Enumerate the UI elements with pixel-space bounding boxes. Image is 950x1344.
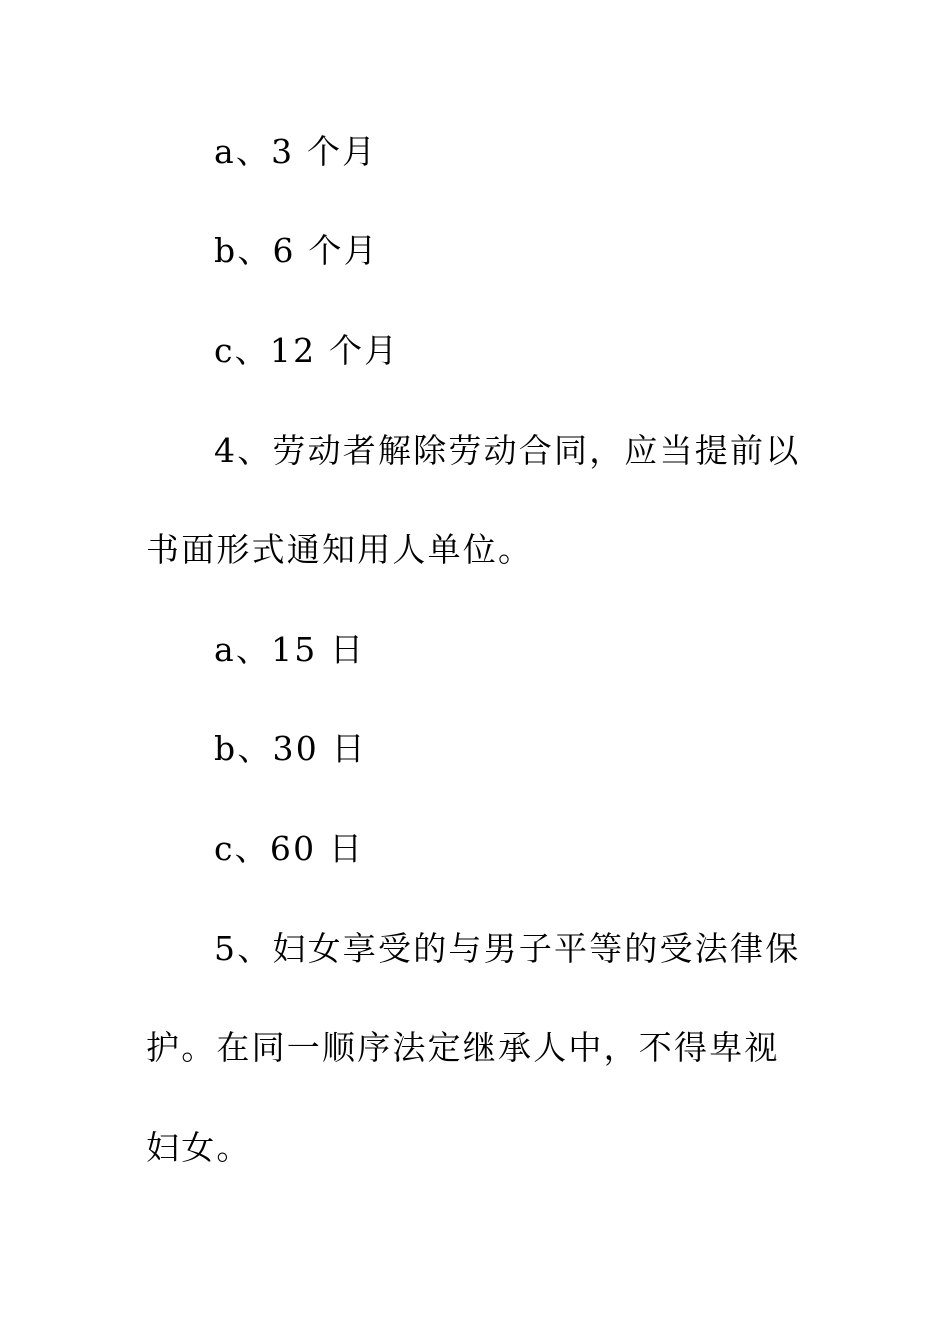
q3-option-b: b、6 个月 <box>214 231 379 270</box>
q4-question-line-2: 书面形式通知用人单位。 <box>146 530 534 569</box>
q5-question-line-1: 5、妇女享受的与男子平等的受法律保 <box>214 929 801 968</box>
q4-option-b: b、30 日 <box>214 729 367 768</box>
q4-option-a: a、15 日 <box>214 630 366 669</box>
q5-question-line-2: 护。在同一顺序法定继承人中，不得卑视 <box>146 1028 780 1067</box>
q4-option-c: c、60 日 <box>214 829 365 868</box>
q5-question-line-3: 妇女。 <box>146 1128 252 1167</box>
q3-option-a: a、3 个月 <box>214 132 378 171</box>
q4-question-line-1: 4、劳动者解除劳动合同，应当提前以 <box>214 431 801 470</box>
q3-option-c: c、12 个月 <box>214 331 400 370</box>
